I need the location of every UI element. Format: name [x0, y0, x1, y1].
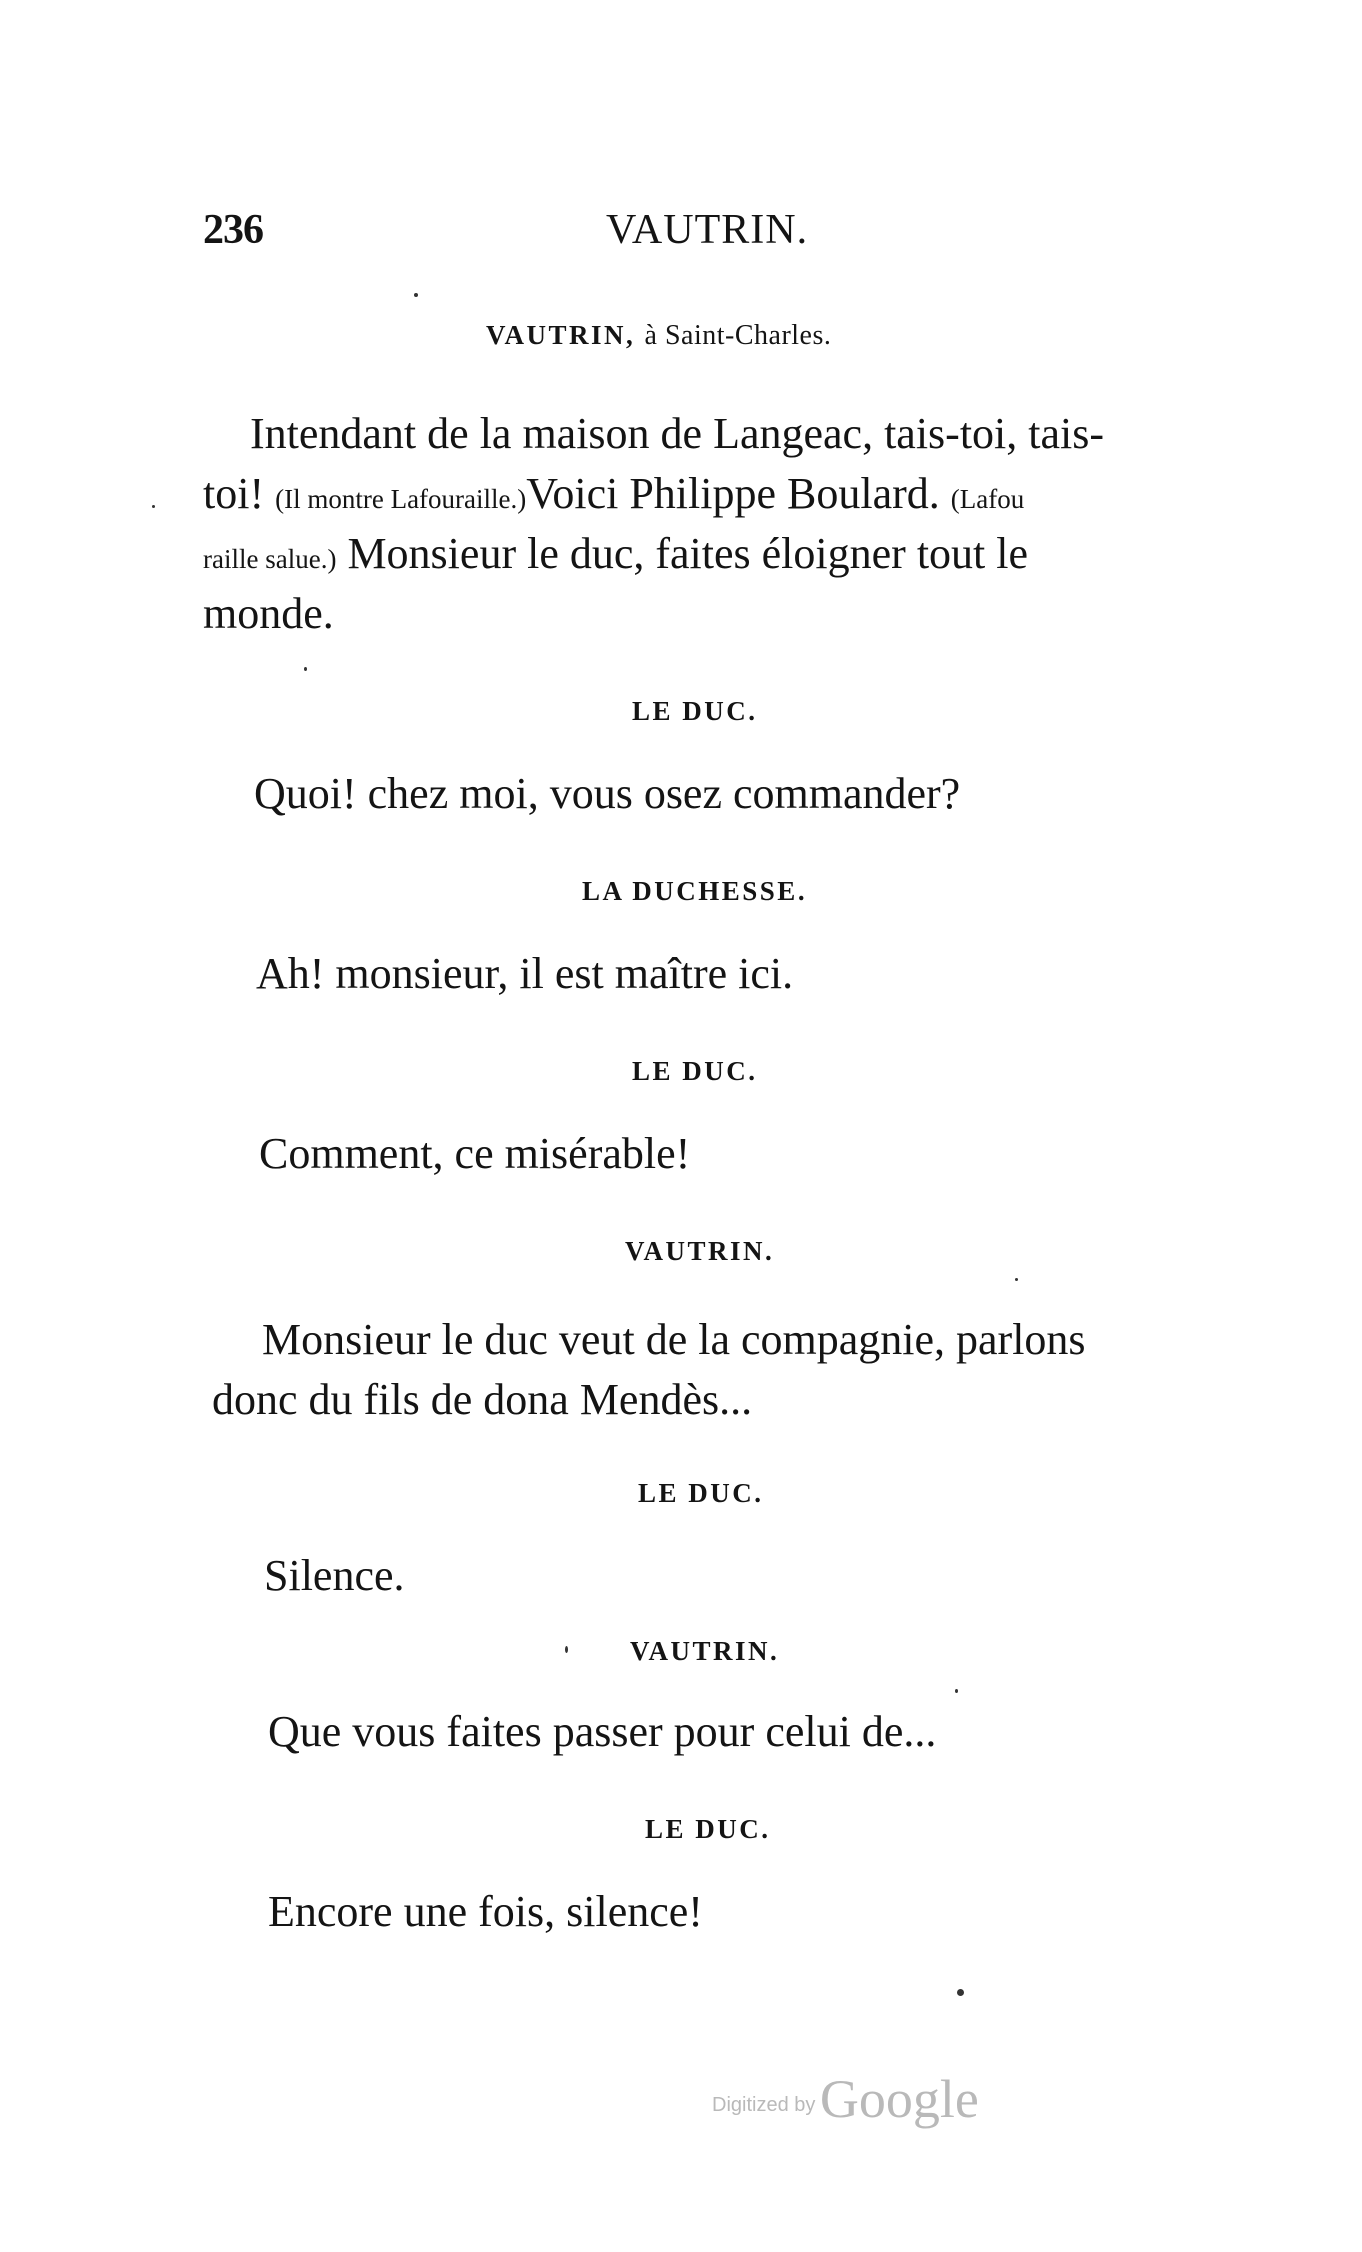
dialogue-line: Comment, ce misérable!	[259, 1129, 691, 1178]
dialogue-text: Monsieur le duc, faites éloigner tout le	[336, 529, 1029, 578]
dialogue-text: Voici Philippe Boulard.	[526, 469, 951, 518]
speaker-vautrin: VAUTRIN.	[630, 1636, 780, 1666]
digitized-by-google-watermark	[712, 2068, 979, 2130]
dialogue-line: Silence.	[264, 1551, 405, 1600]
speaker-le-duc: LE DUC.	[638, 1478, 764, 1508]
speaker-le-duc: LE DUC.	[632, 1056, 758, 1086]
dialogue-line: Encore une fois, silence!	[268, 1887, 703, 1936]
watermark-prefix: Digitized by	[712, 2094, 816, 2116]
scan-speck	[565, 1646, 568, 1653]
dialogue-line: Monsieur le duc veut de la compagnie, parlons	[262, 1315, 1086, 1364]
stage-direction: raille salue.)	[203, 544, 337, 574]
speaker-le-duc: LE DUC.	[632, 696, 758, 726]
scan-speck	[955, 1689, 958, 1693]
scan-speck	[304, 667, 307, 671]
dialogue-line	[203, 524, 1028, 589]
speaker-vautrin-1	[486, 320, 831, 352]
google-logo: Google	[819, 2069, 979, 2129]
dialogue-line: monde.	[203, 589, 334, 638]
speaker-le-duc: LE DUC.	[645, 1814, 771, 1844]
stage-direction: (Lafou	[950, 484, 1025, 514]
running-title: VAUTRIN.	[606, 207, 809, 253]
scan-speck	[957, 1989, 964, 1996]
scan-speck	[414, 293, 418, 297]
speaker-la-duchesse: LA DUCHESSE.	[582, 876, 808, 906]
dialogue-line: Quoi! chez moi, vous osez commander?	[254, 769, 961, 818]
stage-direction: à Saint-Charles.	[644, 320, 832, 351]
speaker-name: VAUTRIN,	[486, 320, 636, 350]
dialogue-line: Que vous faites passer pour celui de...	[268, 1707, 937, 1756]
dialogue-line: donc du fils de dona Mendès...	[212, 1375, 753, 1424]
dialogue-line: Ah! monsieur, il est maître ici.	[256, 949, 794, 998]
scan-speck	[1015, 1278, 1018, 1281]
scan-speck	[152, 505, 155, 508]
speaker-vautrin: VAUTRIN.	[625, 1236, 775, 1266]
stage-direction: (Il montre Lafouraille.)	[275, 484, 527, 514]
dialogue-line	[203, 464, 1024, 529]
dialogue-text: toi!	[203, 469, 276, 518]
dialogue-line: Intendant de la maison de Langeac, tais-toi, tais-	[250, 409, 1105, 458]
page-number: 236	[203, 207, 263, 253]
